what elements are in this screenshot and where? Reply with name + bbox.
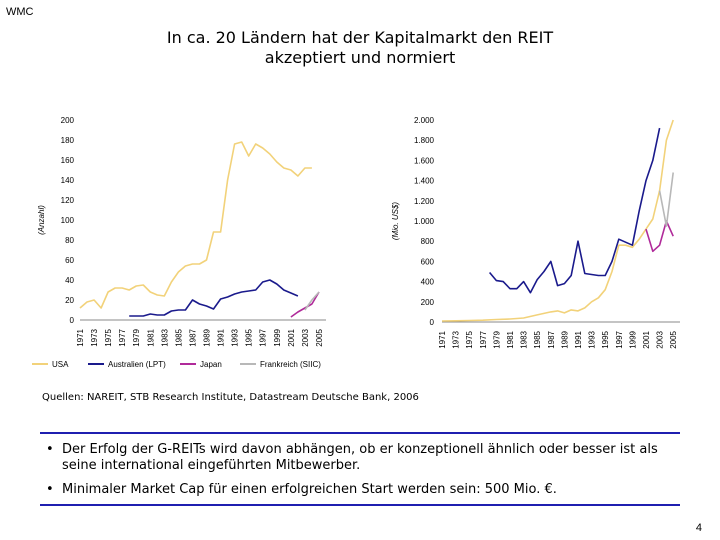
y-tick-label: 0 bbox=[69, 316, 74, 325]
y-tick-label: 1.000 bbox=[413, 217, 434, 226]
y-axis-label: (Anzahl) bbox=[37, 205, 46, 235]
x-tick-label: 2005 bbox=[314, 329, 324, 347]
x-tick-label: 1997 bbox=[258, 329, 268, 347]
y-tick-label: 1.800 bbox=[413, 136, 434, 146]
series-line-usa bbox=[442, 120, 673, 321]
legend-label: Frankreich (SIIC) bbox=[260, 360, 321, 369]
y-tick-label: 120 bbox=[60, 196, 74, 205]
y-axis-label: (Mio. US$) bbox=[391, 201, 400, 241]
y-tick-label: 2.000 bbox=[413, 116, 434, 125]
bullet-text: Minimaler Market Cap für einen erfolgreichen Start werden sein: 500 Mio. €. bbox=[62, 482, 557, 497]
y-tick-label: 1.400 bbox=[413, 176, 434, 186]
series-line-japan bbox=[646, 221, 673, 251]
x-tick-label: 1993 bbox=[230, 329, 240, 347]
bullet-dot-icon: • bbox=[46, 482, 54, 497]
y-tick-label: 80 bbox=[65, 236, 74, 245]
x-tick-label: 1987 bbox=[188, 329, 198, 347]
x-tick-label: 1983 bbox=[519, 331, 529, 349]
x-tick-label: 1999 bbox=[628, 331, 638, 349]
y-tick-label: 180 bbox=[60, 136, 74, 145]
x-tick-label: 1971 bbox=[76, 329, 85, 347]
x-tick-label: 1987 bbox=[546, 331, 556, 349]
sources-note: Quellen: NAREIT, STB Research Institute, Datastream Deutsche Bank, 2006 bbox=[42, 392, 419, 403]
y-tick-label: 600 bbox=[420, 257, 434, 267]
x-tick-label: 1973 bbox=[451, 331, 461, 349]
y-tick-label: 200 bbox=[420, 297, 434, 307]
corner-label: WMC bbox=[6, 6, 34, 18]
series-line-australien bbox=[490, 128, 660, 293]
series-line-usa bbox=[80, 142, 312, 308]
x-tick-label: 1971 bbox=[438, 331, 447, 349]
x-tick-label: 1981 bbox=[506, 331, 515, 349]
x-tick-label: 1977 bbox=[118, 329, 128, 347]
bullet-item bbox=[46, 482, 666, 498]
x-tick-label: 1991 bbox=[574, 331, 583, 349]
series-line-australien bbox=[129, 280, 298, 316]
y-tick-label: 40 bbox=[65, 276, 74, 285]
bullet-dot-icon: • bbox=[46, 442, 54, 457]
x-tick-label: 2001 bbox=[286, 329, 296, 347]
x-tick-label: 2005 bbox=[669, 331, 679, 349]
x-tick-label: 1973 bbox=[90, 329, 100, 347]
x-tick-label: 1989 bbox=[560, 331, 570, 349]
y-tick-label: 1.600 bbox=[413, 156, 434, 166]
x-tick-label: 1991 bbox=[216, 329, 226, 347]
x-tick-label: 1977 bbox=[478, 331, 488, 349]
x-tick-label: 1985 bbox=[174, 329, 184, 347]
x-tick-label: 1975 bbox=[465, 331, 475, 349]
y-tick-label: 1.200 bbox=[413, 196, 434, 206]
x-tick-label: 2003 bbox=[300, 329, 310, 347]
y-tick-label: 800 bbox=[420, 237, 434, 247]
slide-title-line-1: In ca. 20 Ländern hat der Kapitalmarkt den REIT bbox=[166, 28, 554, 47]
x-tick-label: 1995 bbox=[601, 331, 611, 349]
x-tick-label: 1981 bbox=[146, 329, 156, 347]
x-tick-label: 1979 bbox=[132, 329, 142, 347]
bullet-text: Der Erfolg der G-REITs wird davon abhängen, ob er konzeptionell ähnlich oder besser ist als seine international eingeführten Mitbewerber. bbox=[62, 442, 658, 473]
y-tick-label: 0 bbox=[429, 318, 434, 327]
y-tick-label: 400 bbox=[420, 277, 434, 287]
y-tick-label: 20 bbox=[65, 296, 74, 305]
series-line-frankreich bbox=[305, 292, 319, 310]
y-tick-label: 200 bbox=[60, 116, 74, 125]
bullet-item bbox=[46, 442, 666, 474]
x-tick-label: 1975 bbox=[104, 329, 114, 347]
x-tick-label: 1985 bbox=[533, 331, 543, 349]
x-tick-label: 1997 bbox=[614, 331, 624, 349]
x-tick-label: 1995 bbox=[244, 329, 254, 347]
slide-title-line-2: akzeptiert und normiert bbox=[264, 48, 456, 67]
legend-label: USA bbox=[52, 360, 69, 369]
x-tick-label: 1999 bbox=[272, 329, 282, 347]
x-tick-label: 2001 bbox=[642, 331, 651, 349]
y-tick-label: 100 bbox=[60, 216, 74, 225]
y-tick-label: 140 bbox=[60, 176, 74, 185]
x-tick-label: 1993 bbox=[587, 331, 597, 349]
bullet-box bbox=[40, 432, 680, 506]
legend-label: Australien (LPT) bbox=[108, 360, 166, 369]
legend-label: Japan bbox=[200, 360, 222, 369]
x-tick-label: 1979 bbox=[492, 331, 502, 349]
y-tick-label: 60 bbox=[65, 256, 74, 265]
x-tick-label: 1989 bbox=[202, 329, 212, 347]
x-tick-label: 1983 bbox=[160, 329, 170, 347]
y-tick-label: 160 bbox=[60, 156, 74, 165]
page-number: 4 bbox=[695, 522, 702, 534]
x-tick-label: 2003 bbox=[655, 331, 665, 349]
